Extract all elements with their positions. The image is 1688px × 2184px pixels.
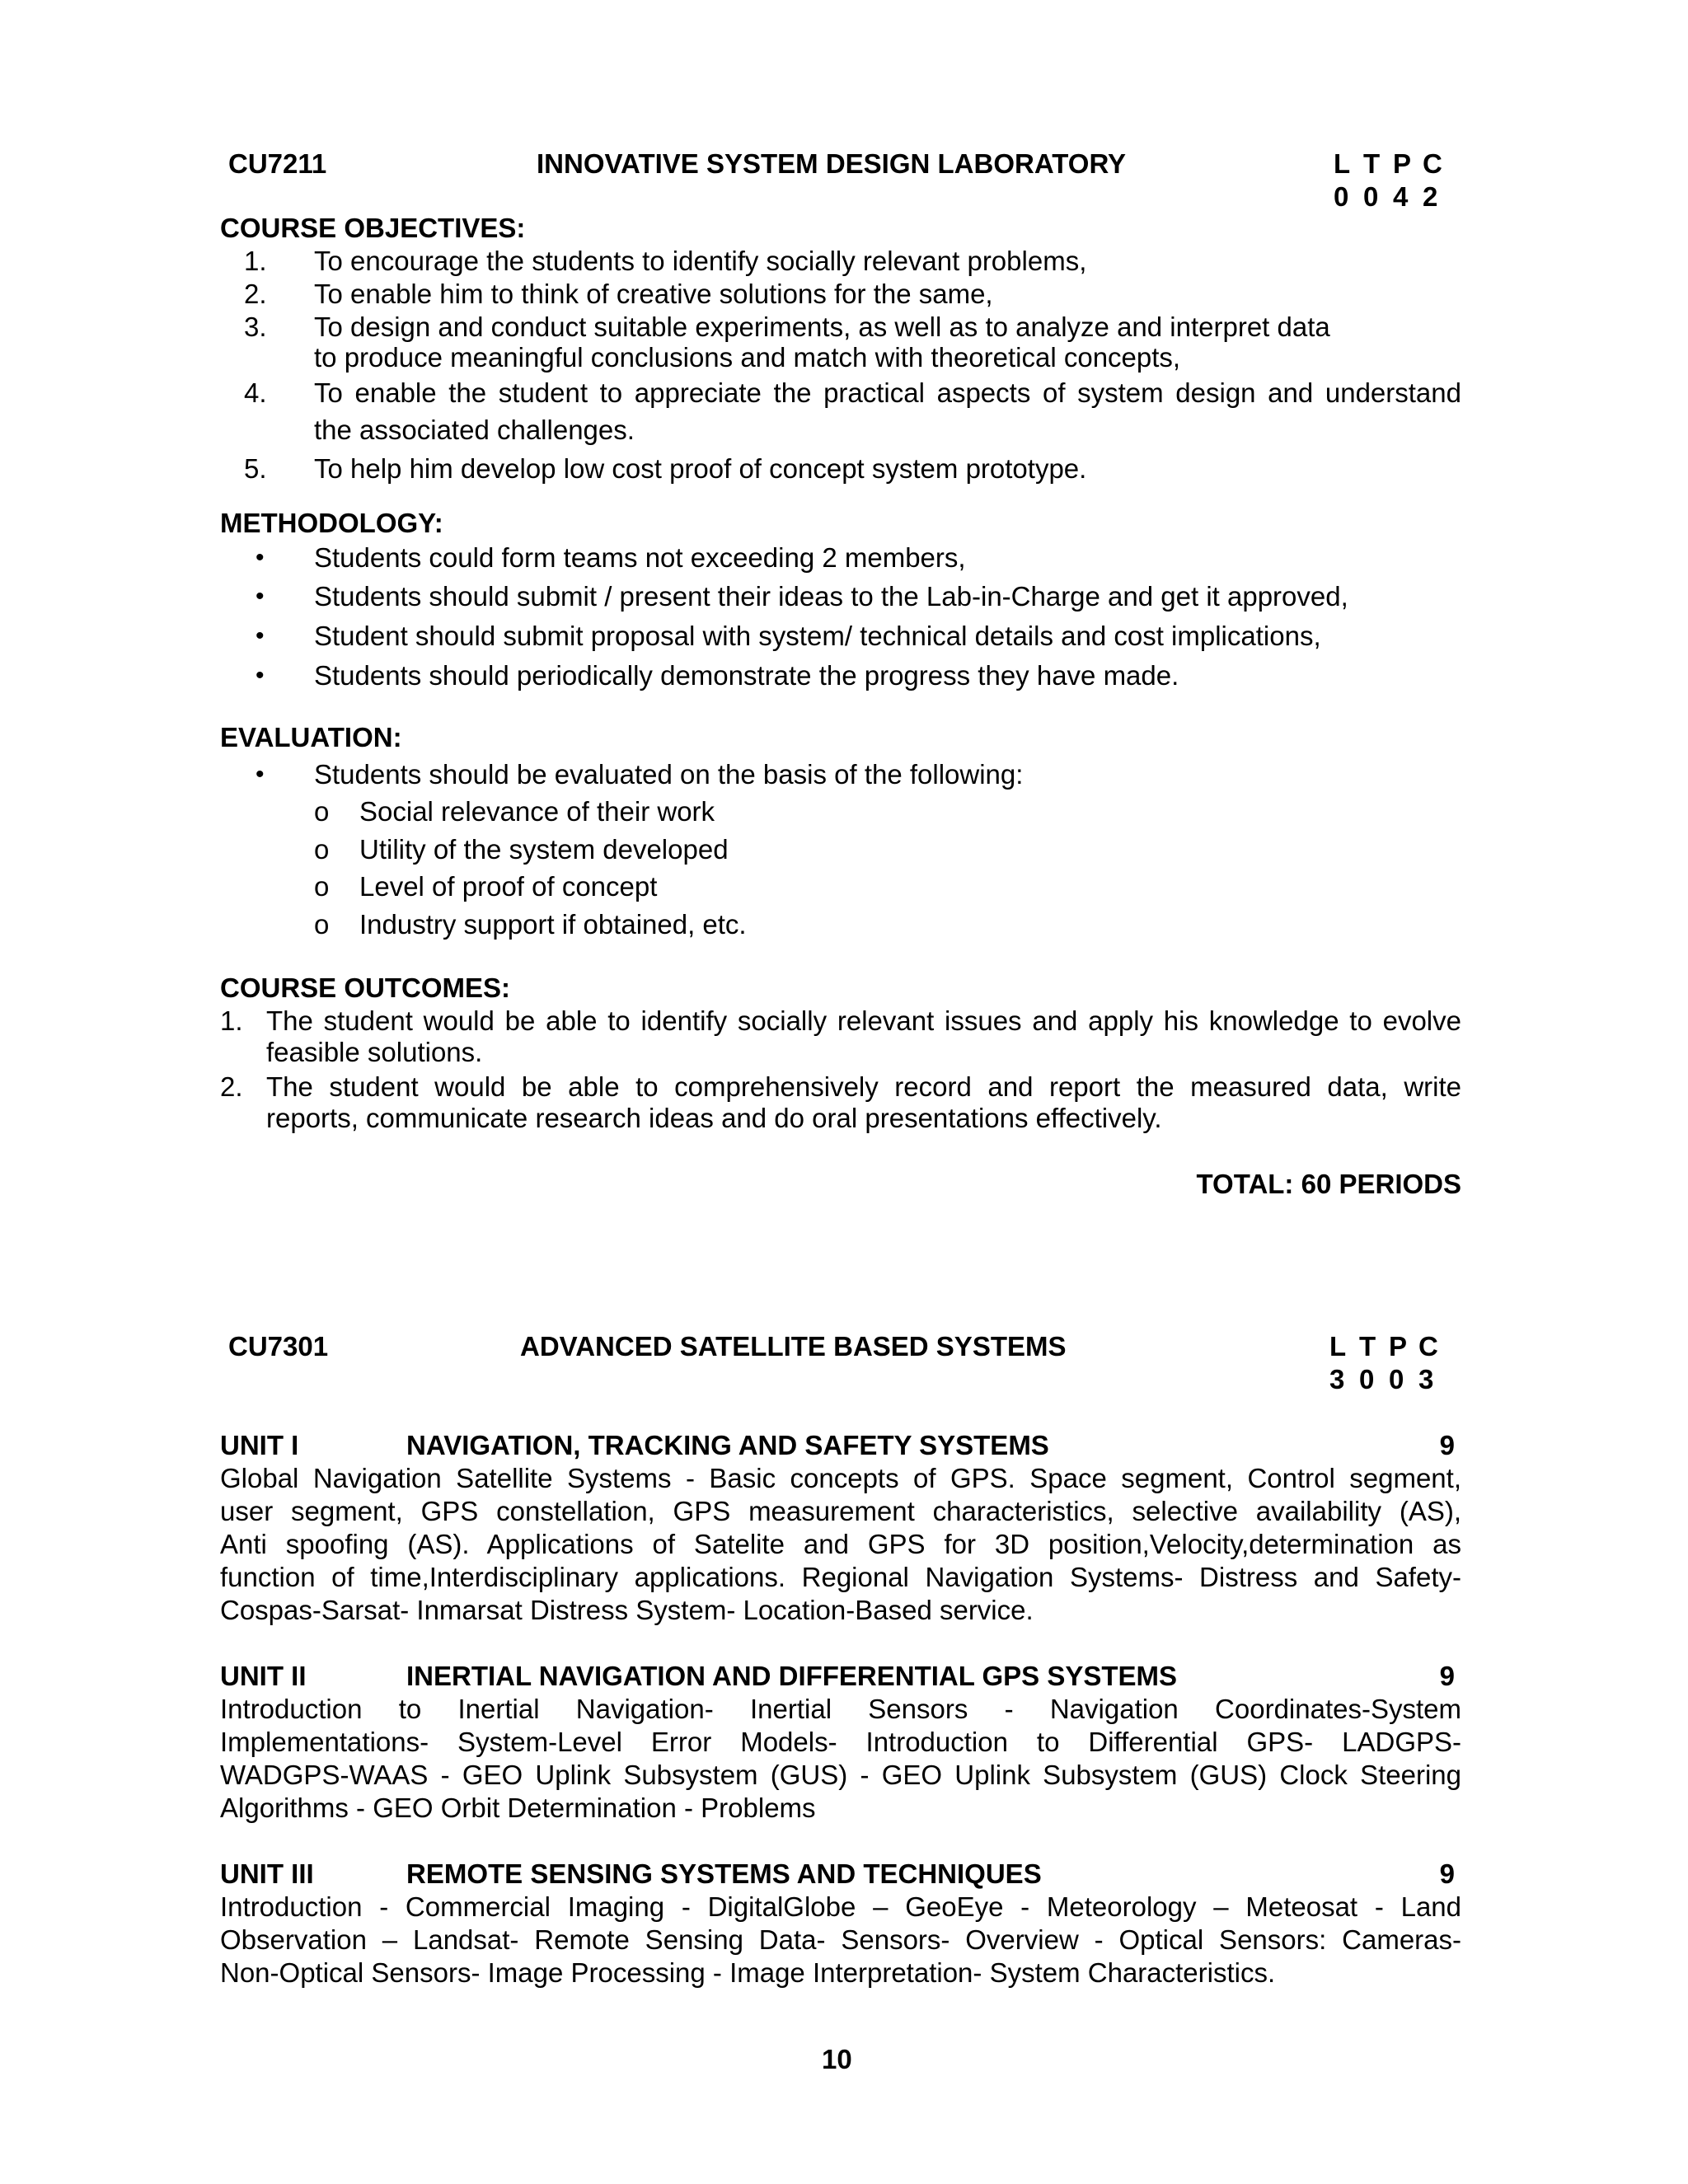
total-periods: TOTAL: 60 PERIODS [1196, 1169, 1461, 1199]
list-item: Students could form teams not exceeding 2 members, [314, 542, 966, 573]
list-item: To design and conduct suitable experiments, as well as to analyze and interpret data [314, 312, 1330, 342]
list-item-continuation: feasible solutions. [266, 1037, 483, 1067]
list-number: 2. [220, 1071, 243, 1102]
unit-label: UNIT III [220, 1858, 314, 1889]
unit-body-line: Implementations- System-Level Error Models- Introduction to Differential GPS- LADGPS- [220, 1727, 1461, 1757]
list-item: Students should submit / present their ideas to the Lab-in-Charge and get it approved, [314, 581, 1348, 612]
unit-body-line: Introduction to Inertial Navigation- Inertial Sensors - Navigation Coordinates-System [220, 1694, 1461, 1724]
list-item: To enable the student to appreciate the practical aspects of system design and understand [314, 377, 1461, 408]
unit-title: REMOTE SENSING SYSTEMS AND TECHNIQUES [406, 1858, 1042, 1889]
unit-label: UNIT II [220, 1661, 307, 1691]
circle-bullet-icon: o [314, 834, 330, 865]
list-item: Students should periodically demonstrate the progress they have made. [314, 660, 1179, 691]
section-heading-objectives: COURSE OBJECTIVES: [220, 213, 526, 243]
section-heading-methodology: METHODOLOGY: [220, 508, 443, 538]
bullet-icon: • [256, 583, 265, 610]
list-number: 4. [244, 377, 267, 408]
list-item: To enable him to think of creative solutions for the same, [314, 279, 993, 309]
sub-list-item: Level of proof of concept [359, 871, 658, 902]
circle-bullet-icon: o [314, 796, 330, 827]
list-number: 1. [244, 246, 267, 276]
list-number: 2. [244, 279, 267, 309]
list-item: To encourage the students to identify socially relevant problems, [314, 246, 1087, 276]
section-heading-evaluation: EVALUATION: [220, 722, 402, 752]
ltpc-header: L T P C [1334, 148, 1442, 179]
page-number: 10 [822, 2044, 852, 2074]
ltpc-header: L T P C [1329, 1331, 1438, 1361]
unit-hours: 9 [1439, 1430, 1455, 1460]
unit-body-line: Non-Optical Sensors- Image Processing - Image Interpretation- System Characteristics. [220, 1957, 1276, 1988]
bullet-icon: • [256, 761, 265, 788]
list-number: 3. [244, 312, 267, 342]
list-item: The student would be able to comprehensively record and report the measured data, write [266, 1071, 1461, 1102]
list-item: The student would be able to identify socially relevant issues and apply his knowledge to evolve [266, 1005, 1461, 1036]
unit-hours: 9 [1439, 1858, 1455, 1889]
bullet-icon: • [256, 622, 265, 649]
ltpc-values: 0 0 4 2 [1334, 181, 1438, 212]
course-title: ADVANCED SATELLITE BASED SYSTEMS [520, 1331, 1067, 1361]
unit-body-line: Cospas-Sarsat- Inmarsat Distress System- Location-Based service. [220, 1595, 1034, 1625]
sub-list-item: Industry support if obtained, etc. [359, 909, 747, 940]
list-item: Students should be evaluated on the basis of the following: [314, 759, 1024, 790]
unit-body-line: function of time,Interdisciplinary applications. Regional Navigation Systems- Distress and Safety- [220, 1562, 1461, 1592]
list-number: 5. [244, 453, 267, 484]
section-heading-outcomes: COURSE OUTCOMES: [220, 972, 511, 1003]
unit-body-line: Observation – Landsat- Remote Sensing Data- Sensors- Overview - Optical Sensors: Cameras- [220, 1924, 1461, 1955]
list-item-continuation: to produce meaningful conclusions and match with theoretical concepts, [314, 342, 1181, 373]
course-code: CU7301 [228, 1331, 329, 1361]
unit-body-line: Anti spoofing (AS). Applications of Satelite and GPS for 3D position,Velocity,determination as [220, 1529, 1461, 1559]
sub-list-item: Utility of the system developed [359, 834, 729, 865]
unit-body-line: Algorithms - GEO Orbit Determination - Problems [220, 1793, 816, 1823]
bullet-icon: • [256, 544, 265, 571]
course-title: INNOVATIVE SYSTEM DESIGN LABORATORY [537, 148, 1127, 179]
list-number: 1. [220, 1005, 243, 1036]
circle-bullet-icon: o [314, 871, 330, 902]
unit-body-line: Global Navigation Satellite Systems - Basic concepts of GPS. Space segment, Control segment, [220, 1463, 1461, 1493]
circle-bullet-icon: o [314, 909, 330, 940]
course-code: CU7211 [228, 148, 327, 179]
list-item: To help him develop low cost proof of concept system prototype. [314, 453, 1087, 484]
unit-label: UNIT I [220, 1430, 299, 1460]
unit-title: INERTIAL NAVIGATION AND DIFFERENTIAL GPS SYSTEMS [406, 1661, 1178, 1691]
unit-body-line: user segment, GPS constellation, GPS measurement characteristics, selective availability (AS), [220, 1496, 1461, 1526]
unit-body-line: WADGPS-WAAS - GEO Uplink Subsystem (GUS) - GEO Uplink Subsystem (GUS) Clock Steering [220, 1760, 1461, 1790]
list-item: Student should submit proposal with system/ technical details and cost implications, [314, 621, 1321, 651]
bullet-icon: • [256, 662, 265, 689]
unit-body-line: Introduction - Commercial Imaging - DigitalGlobe – GeoEye - Meteorology – Meteosat - Land [220, 1891, 1461, 1922]
unit-hours: 9 [1439, 1661, 1455, 1691]
list-item-continuation: the associated challenges. [314, 415, 635, 445]
unit-title: NAVIGATION, TRACKING AND SAFETY SYSTEMS [406, 1430, 1049, 1460]
list-item-continuation: reports, communicate research ideas and do oral presentations effectively. [266, 1103, 1162, 1133]
ltpc-values: 3 0 0 3 [1329, 1364, 1434, 1394]
sub-list-item: Social relevance of their work [359, 796, 715, 827]
